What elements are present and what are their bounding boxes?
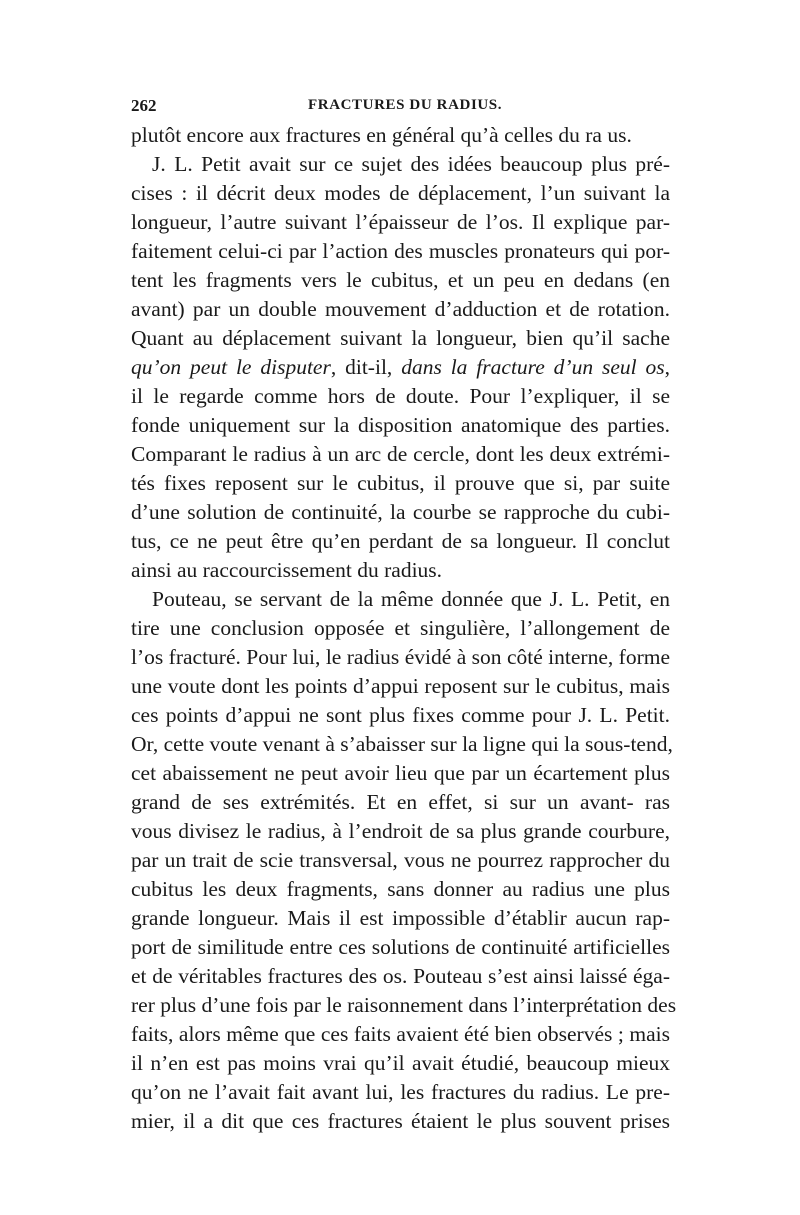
- text-line: [131, 237, 670, 266]
- line-text: plutôt encore aux fractures en général qu’à celles du ra us.: [131, 123, 632, 147]
- text-line: [131, 672, 670, 701]
- line-text: cet abaissement ne peut avoir lieu que par un écartement plus: [131, 761, 670, 785]
- line-text: Or, cette voute venant à s’abaisser sur la ligne qui la sous-tend,: [131, 732, 673, 756]
- text-line: [131, 614, 670, 643]
- line-text: vous divisez le radius, à l’endroit de sa plus grande courbure,: [131, 819, 670, 843]
- line-text: port de similitude entre ces solutions de continuité artificielles: [131, 935, 670, 959]
- line-text: Comparant le radius à un arc de cercle, dont les deux extrémi-: [131, 442, 670, 466]
- line-text: longueur, l’autre suivant l’épaisseur de l’os. Il explique par-: [131, 210, 670, 234]
- text-line: [131, 353, 670, 382]
- text-line: [131, 266, 670, 295]
- line-text: ,: [664, 355, 670, 379]
- line-text: faitement celui-ci par l’action des muscles pronateurs qui por-: [131, 239, 670, 263]
- line-text: et de véritables fractures des os. Pouteau s’est ainsi laissé éga-: [131, 964, 670, 988]
- text-line: [131, 701, 670, 730]
- italic-text: qu’on peut le disputer: [131, 355, 331, 379]
- text-line: [131, 324, 670, 353]
- line-text: l’os fracturé. Pour lui, le radius évidé à son côté interne, forme: [131, 645, 670, 669]
- line-text: tire une conclusion opposée et singulière, l’allongement de: [131, 616, 670, 640]
- line-text: faits, alors même que ces faits avaient été bien observés ; mais: [131, 1022, 670, 1046]
- text-line: [131, 759, 670, 788]
- line-text: il le regarde comme hors de doute. Pour l’expliquer, il se: [131, 384, 670, 408]
- line-text: ces points d’appui ne sont plus fixes comme pour J. L. Petit.: [131, 703, 670, 727]
- line-text: il n’en est pas moins vrai qu’il avait étudié, beaucoup mieux: [131, 1051, 670, 1075]
- page-number: 262: [131, 96, 157, 115]
- line-text: Pouteau, se servant de la même donnée que J. L. Petit, en: [152, 587, 670, 611]
- text-line: [131, 121, 670, 150]
- line-text: ainsi au raccourcissement du radius.: [131, 558, 443, 582]
- text-line: [131, 411, 670, 440]
- line-text: tent les fragments vers le cubitus, et un peu en dedans (en: [131, 268, 670, 292]
- text-line: [131, 179, 670, 208]
- line-text: cises : il décrit deux modes de déplacement, l’un suivant la: [131, 181, 670, 205]
- line-text: rer plus d’une fois par le raisonnement dans l’interprétation des: [131, 993, 677, 1017]
- text-line: [131, 730, 673, 759]
- text-line: [131, 527, 670, 556]
- text-line: [131, 991, 677, 1020]
- text-line: [131, 643, 670, 672]
- line-text: cubitus les deux fragments, sans donner au radius une plus: [131, 877, 670, 901]
- text-line: [131, 498, 670, 527]
- line-text: Quant au déplacement suivant la longueur, bien qu’il sache: [131, 326, 670, 350]
- line-text: une voute dont les points d’appui reposent sur le cubitus, mais: [131, 674, 670, 698]
- line-text: d’une solution de continuité, la courbe se rapproche du cubi-: [131, 500, 670, 524]
- line-text: fonde uniquement sur la disposition anatomique des parties.: [131, 413, 670, 437]
- line-text: par un trait de scie transversal, vous ne pourrez rapprocher du: [131, 848, 670, 872]
- line-text: mier, il a dit que ces fractures étaient le plus souvent prises: [131, 1109, 670, 1133]
- text-line: [131, 875, 670, 904]
- text-line: [131, 817, 670, 846]
- line-text: J. L. Petit avait sur ce sujet des idées beaucoup plus pré-: [152, 152, 670, 176]
- running-title: FRACTURES DU RADIUS.: [308, 97, 503, 113]
- text-line: [131, 208, 670, 237]
- text-line: [131, 440, 670, 469]
- text-line: [131, 904, 670, 933]
- running-head: [131, 96, 670, 118]
- text-line: [131, 150, 670, 179]
- line-text: tés fixes reposent sur le cubitus, il prouve que si, par suite: [131, 471, 670, 495]
- text-line: [131, 788, 670, 817]
- text-line: [131, 933, 670, 962]
- text-line: [131, 846, 670, 875]
- text-line: [131, 962, 670, 991]
- text-line: [131, 469, 670, 498]
- line-text: , dit-il,: [330, 355, 402, 379]
- line-text: avant) par un double mouvement d’adduction et de rotation.: [131, 297, 670, 321]
- text-line: [131, 382, 670, 411]
- text-line: [131, 295, 670, 324]
- italic-text: dans la fracture d’un seul os: [401, 355, 665, 379]
- text-line: [131, 1049, 670, 1078]
- line-text: grand de ses extrémités. Et en effet, si sur un avant- ras: [131, 790, 670, 814]
- text-line: [131, 1020, 670, 1049]
- text-line: [131, 585, 670, 614]
- text-line: [131, 1078, 670, 1107]
- line-text: qu’on ne l’avait fait avant lui, les fractures du radius. Le pre-: [131, 1080, 670, 1104]
- text-line: [131, 1107, 670, 1136]
- line-text: grande longueur. Mais il est impossible d’établir aucun rap-: [131, 906, 670, 930]
- text-line: [131, 556, 670, 585]
- line-text: tus, ce ne peut être qu’en perdant de sa longueur. Il conclut: [131, 529, 670, 553]
